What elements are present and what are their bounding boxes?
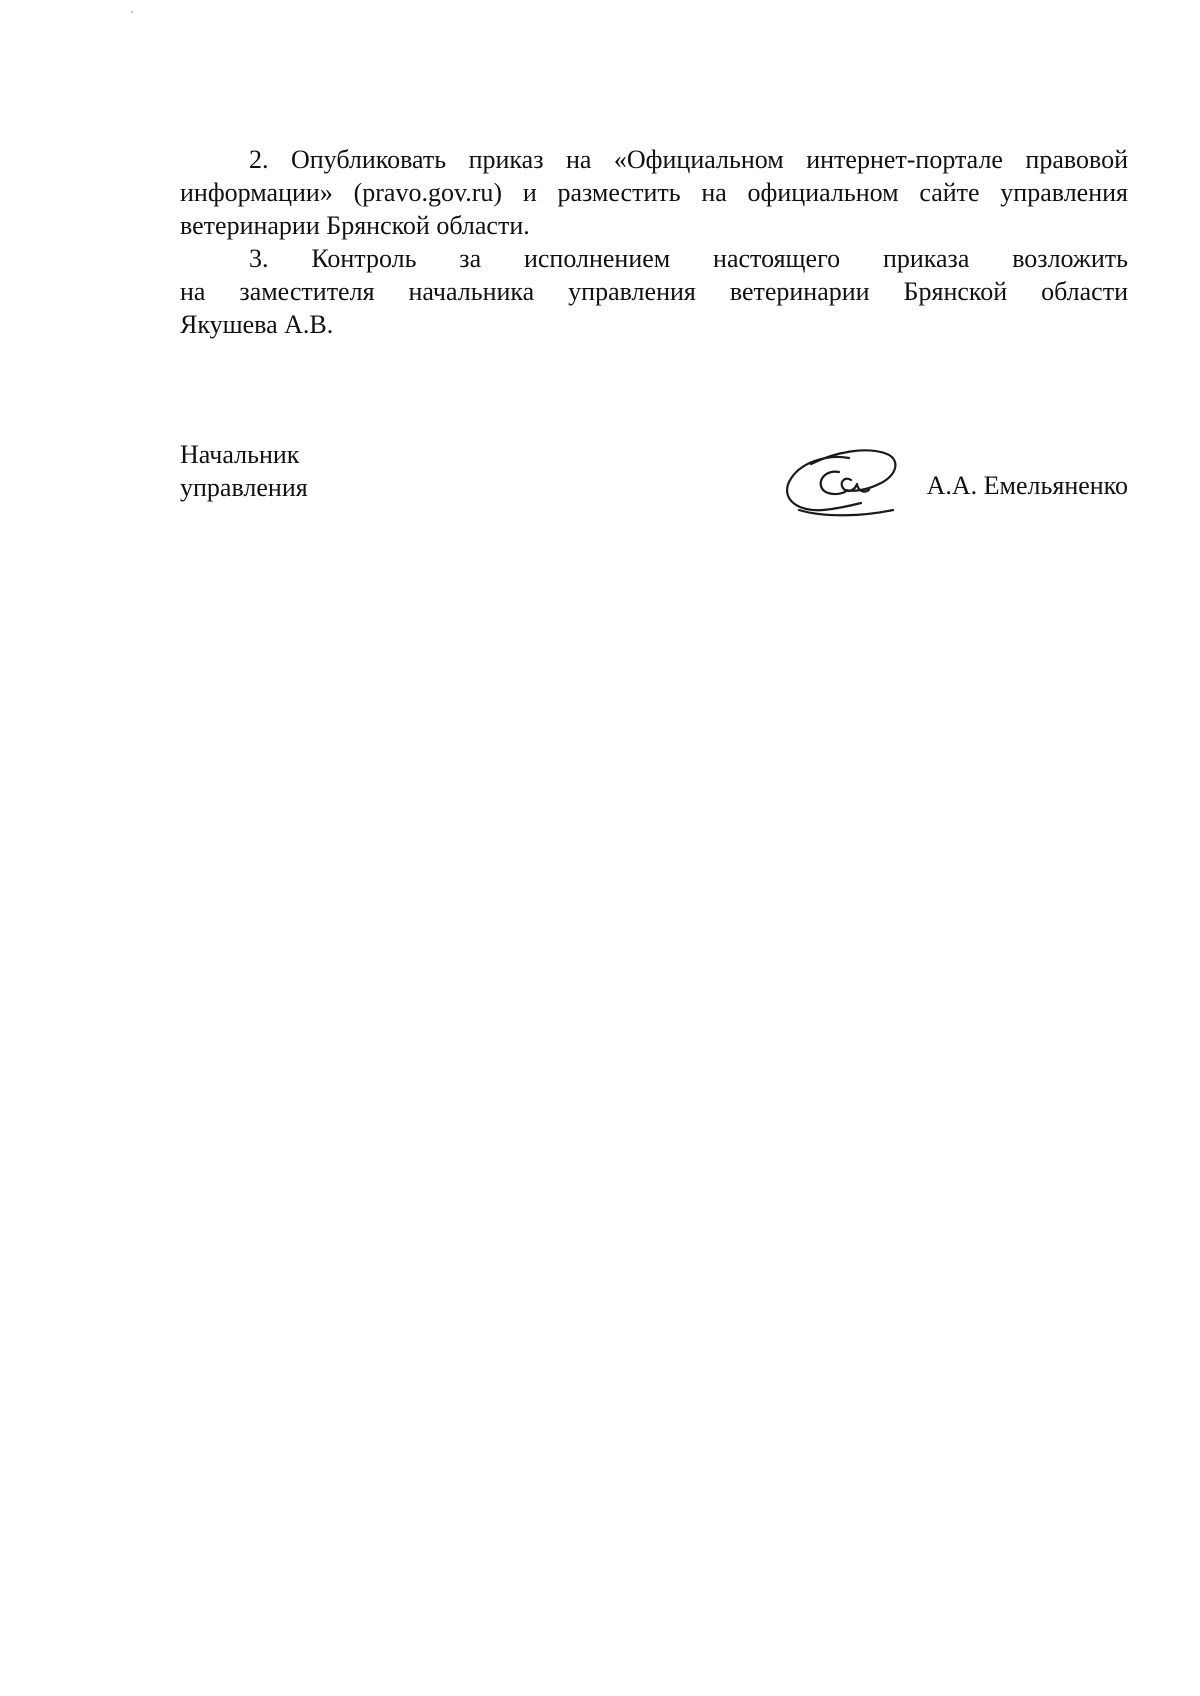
- signer-name: А.А. Емельяненко: [926, 471, 1128, 500]
- signature-block: [180, 438, 1128, 518]
- signer-position: [180, 438, 308, 504]
- paragraph-2-line-1: 2. Опубликовать приказ на «Официальном интернет-портале правовой: [249, 145, 1128, 174]
- paragraph-3: [180, 242, 1128, 341]
- paragraph-2-line-3: ветеринарии Брянской области.: [180, 211, 530, 240]
- scan-speck: [131, 11, 133, 13]
- document-body: [180, 143, 1128, 341]
- paragraph-3-line-3: Якушева А.В.: [180, 310, 334, 339]
- paragraph-3-line-1: 3. Контроль за исполнением настоящего приказа возложить: [249, 244, 1128, 273]
- signer-position-line-1: Начальник: [180, 440, 300, 469]
- paragraph-3-line-2: на заместителя начальника управления ветеринарии Брянской области: [180, 277, 1128, 306]
- paragraph-2-line-2: информации» (pravo.gov.ru) и разместить на официальном сайте управления: [180, 178, 1128, 207]
- signer-position-line-2: управления: [180, 473, 308, 502]
- paragraph-2: [180, 143, 1128, 242]
